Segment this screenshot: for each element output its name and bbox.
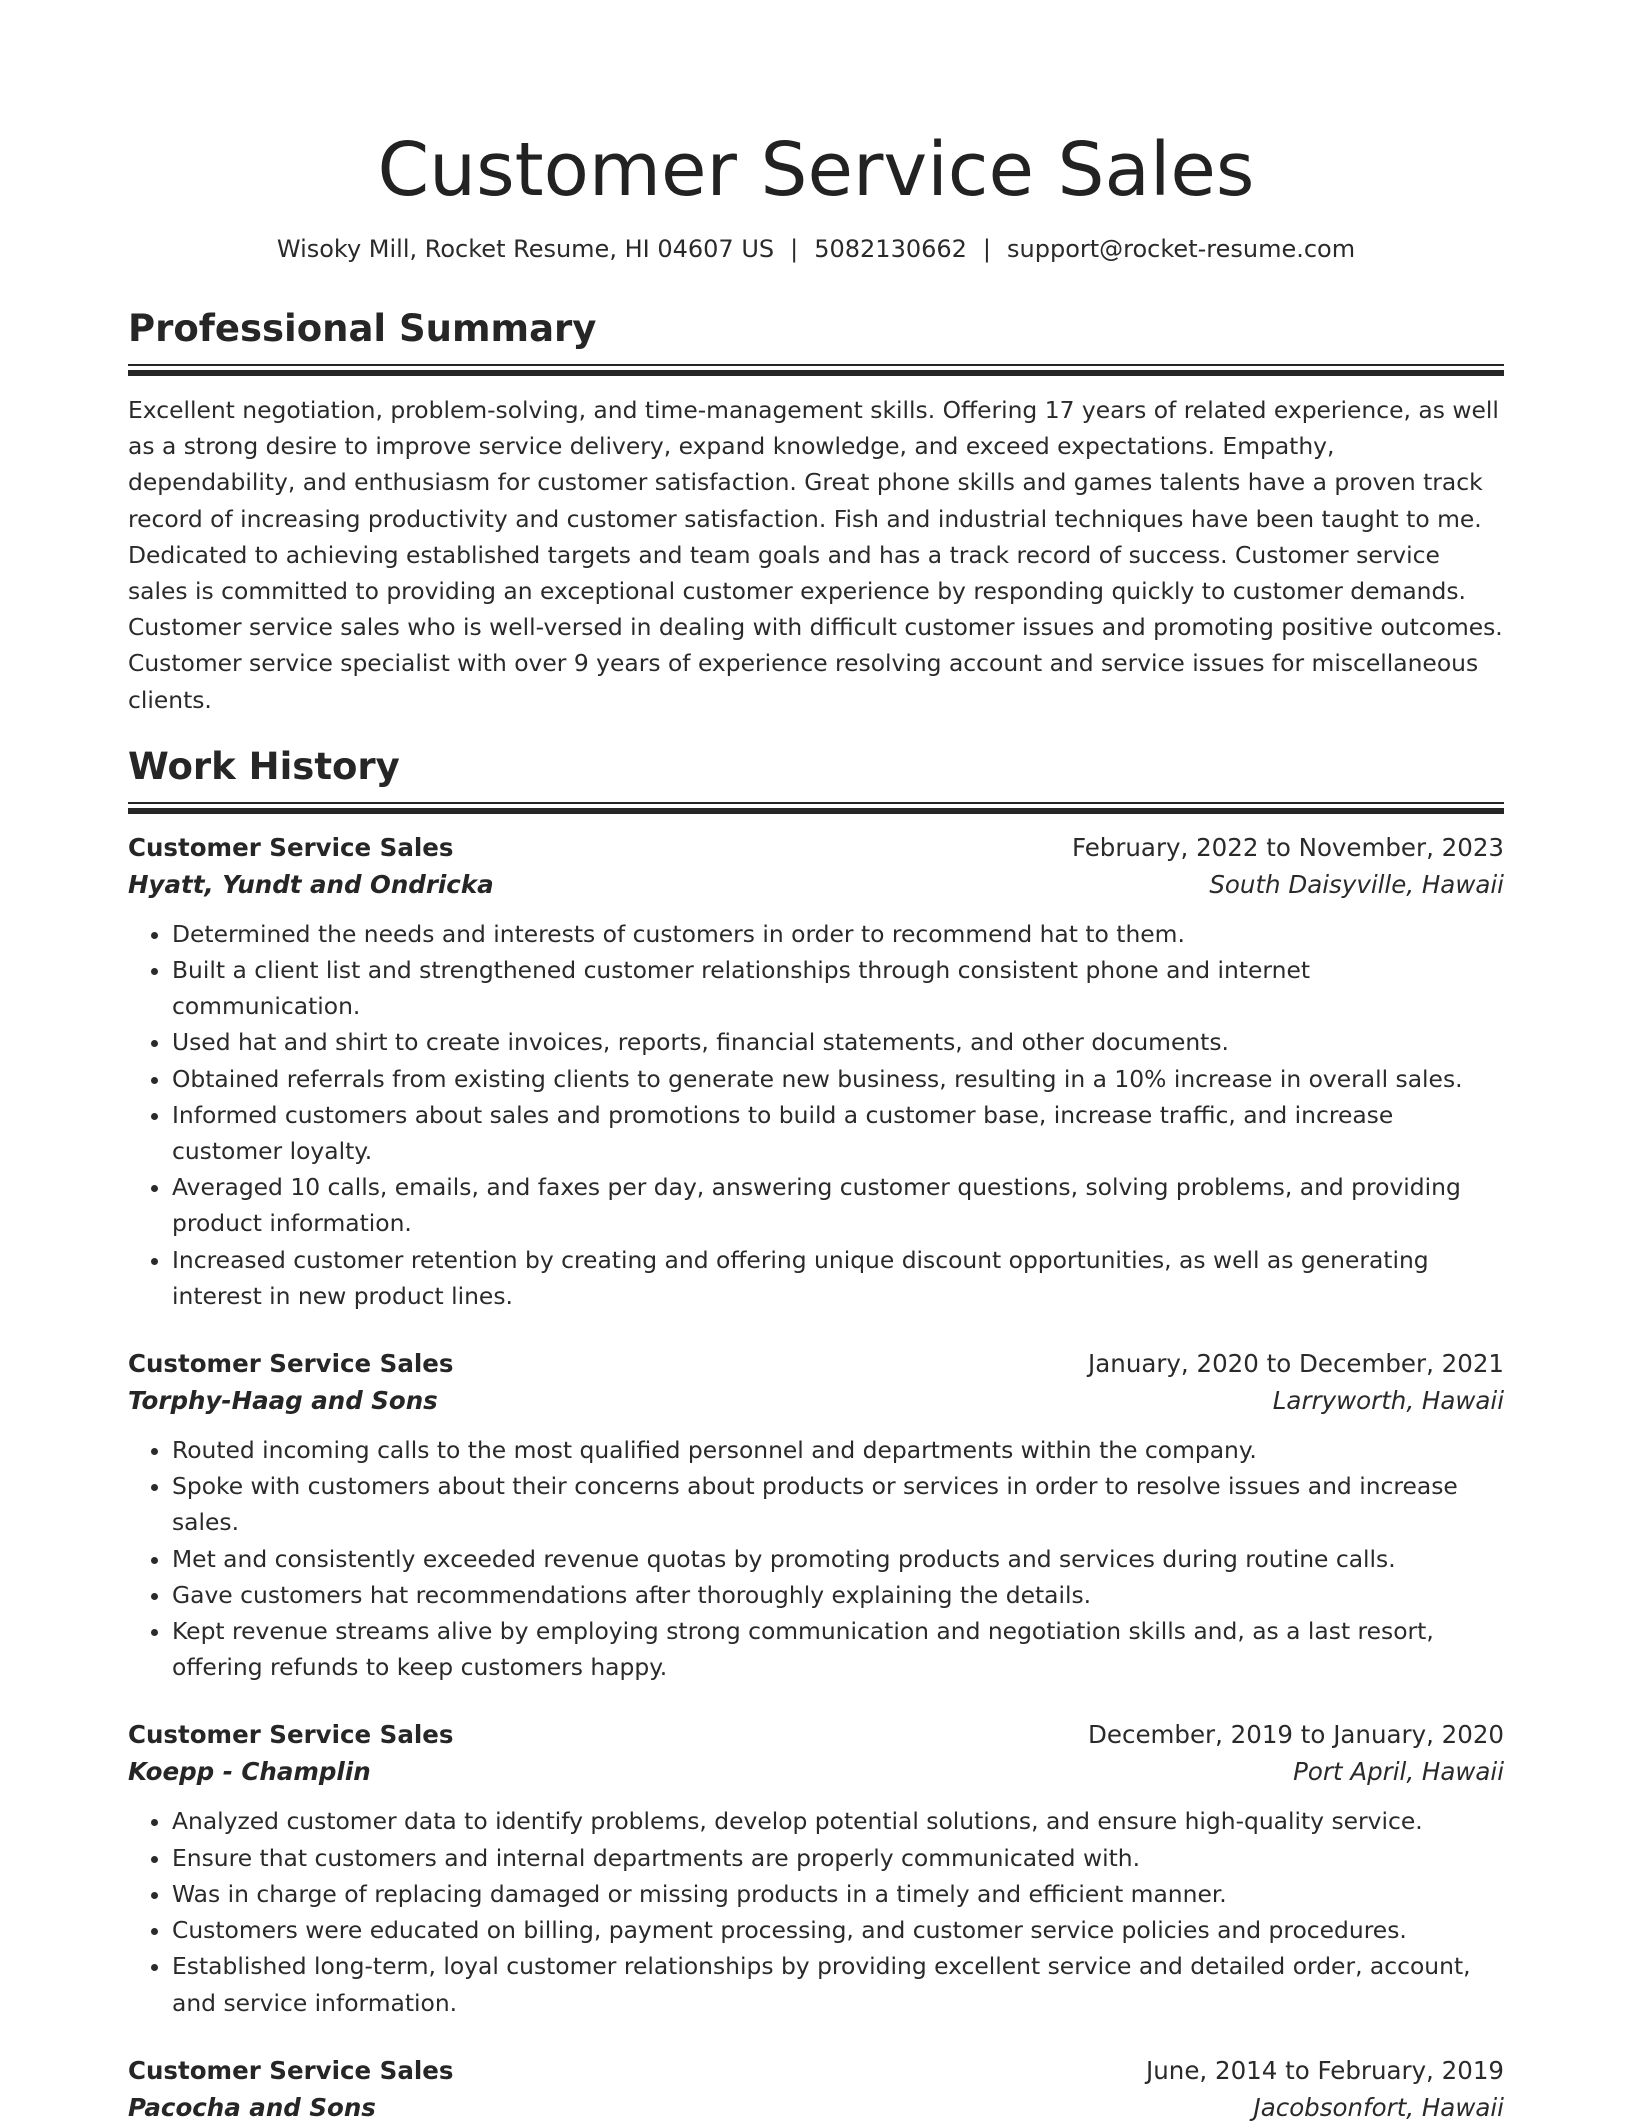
job-location: Port April, Hawaii bbox=[1293, 1757, 1504, 1787]
job-bullet: • Averaged 10 calls, emails, and faxes per day, answering customer questions, solving problems, and providing product information. bbox=[172, 1169, 1504, 1241]
job-bullet: • Established long-term, loyal customer relationships by providing excellent service and detailed order, account, and service information. bbox=[172, 1948, 1504, 2020]
job-bullet: • Customers were educated on billing, payment processing, and customer service policies and procedures. bbox=[172, 1912, 1504, 1948]
job-company: Hyatt, Yundt and Ondricka bbox=[128, 869, 494, 899]
job-subheader-row bbox=[128, 1753, 1504, 1791]
job-location: Larryworth, Hawaii bbox=[1272, 1386, 1504, 1416]
job-title: Customer Service Sales bbox=[128, 1349, 454, 1379]
job-header-row bbox=[128, 830, 1504, 866]
job-bullet-list bbox=[128, 916, 1504, 1314]
job-entry bbox=[128, 1717, 1504, 2020]
job-header-row bbox=[128, 1346, 1504, 1382]
job-bullet: • Routed incoming calls to the most qualified personnel and departments within the company. bbox=[172, 1432, 1504, 1468]
job-company: Pacocha and Sons bbox=[128, 2092, 376, 2122]
contact-email: support@rocket-resume.com bbox=[1007, 235, 1356, 263]
job-bullet: • Gave customers hat recommendations after thoroughly explaining the details. bbox=[172, 1577, 1504, 1613]
job-subheader-row bbox=[128, 866, 1504, 904]
job-subheader-row bbox=[128, 2089, 1504, 2127]
job-dates: February, 2022 to November, 2023 bbox=[1071, 832, 1504, 862]
job-list bbox=[128, 830, 1504, 2127]
contact-separator: | bbox=[790, 235, 799, 263]
job-company: Torphy-Haag and Sons bbox=[128, 1386, 438, 1416]
job-bullet: • Kept revenue streams alive by employing strong communication and negotiation skills and, as a last resort, offering refunds to keep customers happy. bbox=[172, 1613, 1504, 1685]
job-bullet: • Was in charge of replacing damaged or missing products in a timely and efficient manner. bbox=[172, 1876, 1504, 1912]
job-entry bbox=[128, 830, 1504, 1314]
contact-address: Wisoky Mill, Rocket Resume, HI 04607 US bbox=[276, 235, 775, 263]
job-bullet: • Met and consistently exceeded revenue quotas by promoting products and services during routine calls. bbox=[172, 1541, 1504, 1577]
job-subheader-row bbox=[128, 1382, 1504, 1420]
job-title: Customer Service Sales bbox=[128, 2055, 454, 2085]
job-header-row bbox=[128, 1717, 1504, 1753]
job-location: South Daisyville, Hawaii bbox=[1209, 869, 1504, 899]
job-company: Koepp - Champlin bbox=[128, 1757, 371, 1787]
job-bullet: • Determined the needs and interests of customers in order to recommend hat to them. bbox=[172, 916, 1504, 952]
resume-page bbox=[128, 0, 1504, 2127]
job-bullet: • Informed customers about sales and promotions to build a customer base, increase traffic, and increase customer loyalty. bbox=[172, 1097, 1504, 1169]
job-bullet: • Obtained referrals from existing clients to generate new business, resulting in a 10% increase in overall sales. bbox=[172, 1061, 1504, 1097]
job-dates: June, 2014 to February, 2019 bbox=[1146, 2055, 1504, 2085]
job-location: Jacobsonfort, Hawaii bbox=[1253, 2092, 1504, 2122]
resume-name: Customer Service Sales bbox=[377, 127, 1255, 213]
job-entry bbox=[128, 1346, 1504, 1685]
job-title: Customer Service Sales bbox=[128, 1720, 454, 1750]
job-bullet-list bbox=[128, 1432, 1504, 1685]
job-entry bbox=[128, 2053, 1504, 2127]
job-bullet: • Analyzed customer data to identify problems, develop potential solutions, and ensure high-quality service. bbox=[172, 1803, 1504, 1839]
job-bullet: • Spoke with customers about their concerns about products or services in order to resolve issues and increase sales. bbox=[172, 1468, 1504, 1540]
contact-phone: 5082130662 bbox=[814, 235, 967, 263]
job-bullet: • Used hat and shirt to create invoices, reports, financial statements, and other documents. bbox=[172, 1024, 1504, 1060]
job-bullet-list bbox=[128, 1803, 1504, 2020]
work-history-heading: Work History bbox=[128, 744, 400, 788]
job-bullet: • Ensure that customers and internal departments are properly communicated with. bbox=[172, 1840, 1504, 1876]
job-dates: December, 2019 to January, 2020 bbox=[1088, 1720, 1504, 1750]
contact-line bbox=[128, 232, 1504, 266]
job-dates: January, 2020 to December, 2021 bbox=[1088, 1349, 1504, 1379]
job-bullet: • Increased customer retention by creating and offering unique discount opportunities, as well as generating interest in new product lines. bbox=[172, 1242, 1504, 1314]
job-bullet: • Built a client list and strengthened customer relationships through consistent phone and internet communication. bbox=[172, 952, 1504, 1024]
section-divider bbox=[128, 364, 1504, 376]
summary-heading: Professional Summary bbox=[128, 307, 597, 350]
job-title: Customer Service Sales bbox=[128, 832, 454, 862]
summary-text: Excellent negotiation, problem-solving, and time-management skills. Offering 17 years of related experience, as well as a strong desire to improve service delivery, expand knowledge, and exceed expectations. Empathy, dependability, and enthusiasm for customer satisfaction. Great phone skills and games talents have a proven track record of increasing productivity and customer satisfaction. Fish and industrial techniques have been taught to me. Dedicated to achieving established targets and team goals and has a track record of success. Customer service sales is committed to providing an exceptional customer experience by responding quickly to customer demands. Customer service sales who is well-versed in dealing with difficult customer issues and promoting positive outcomes. Customer service specialist with over 9 years of experience resolving account and service issues for miscellaneous clients. bbox=[128, 396, 1503, 714]
section-divider bbox=[128, 802, 1504, 814]
job-header-row bbox=[128, 2053, 1504, 2089]
contact-separator: | bbox=[982, 235, 992, 263]
